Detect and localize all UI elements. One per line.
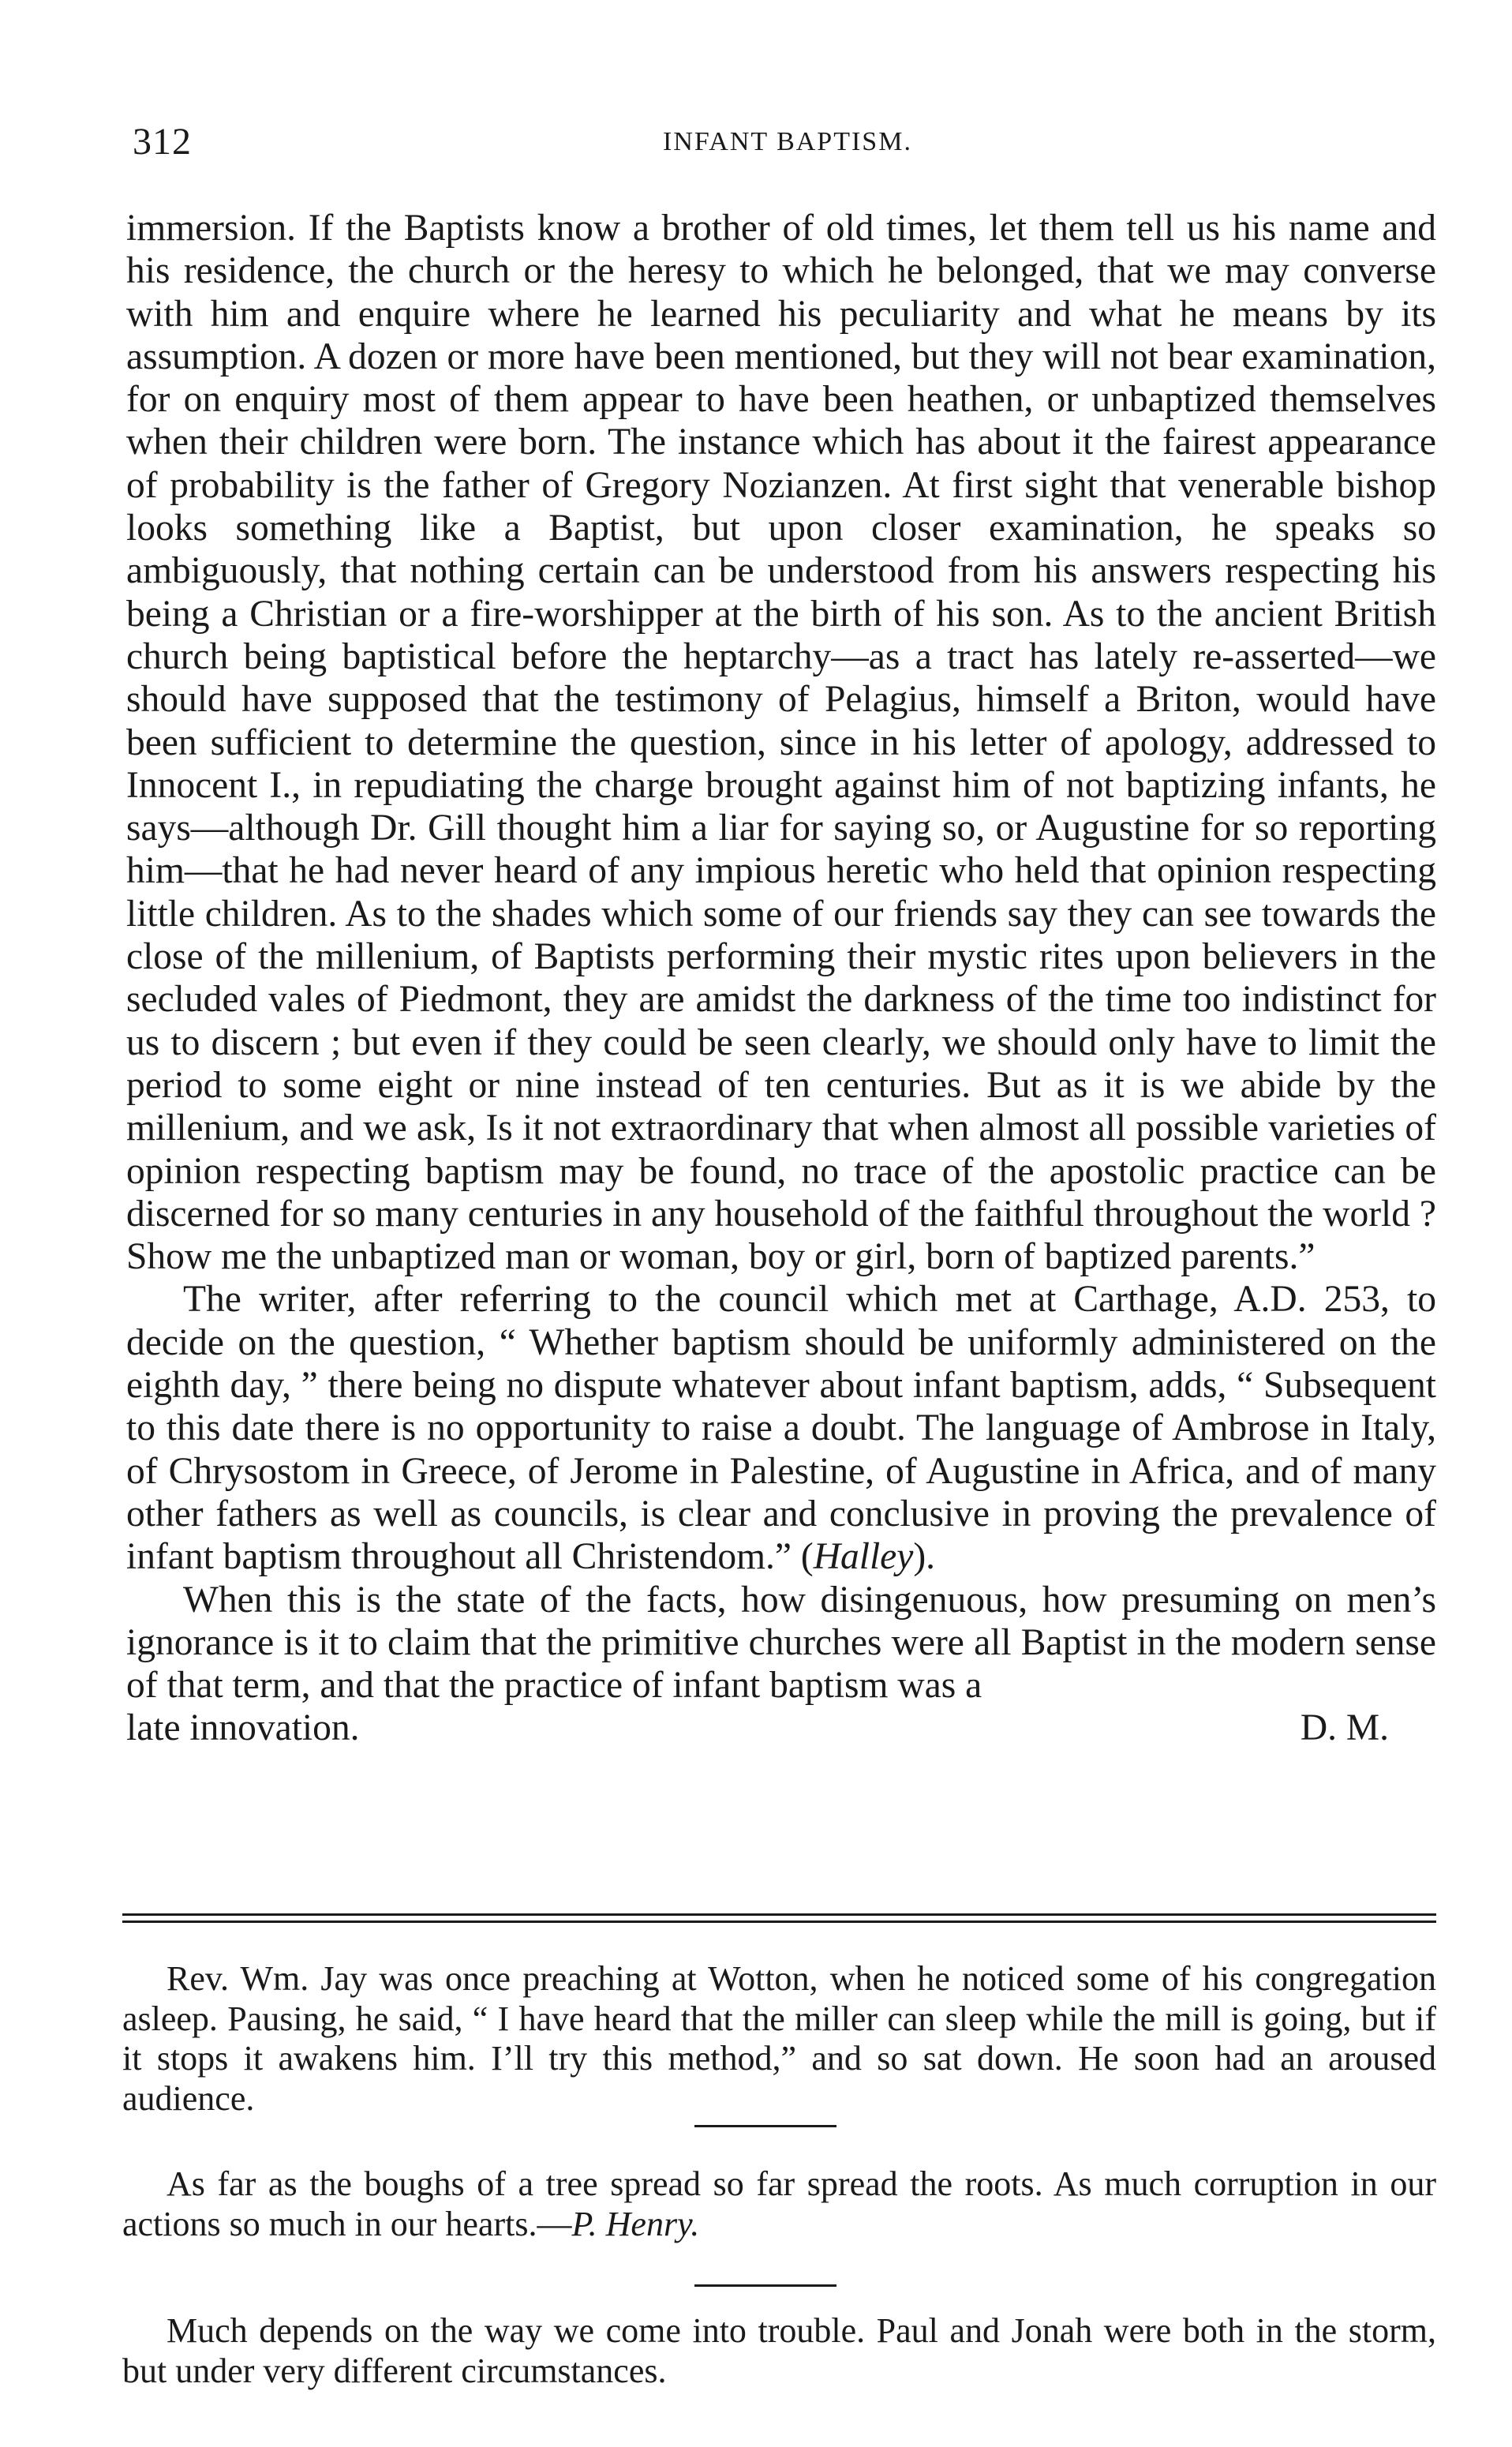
paragraph-2-text: The writer, after referring to the council which met at Carthage, A.D. 253, to decide on the question, “ Whether baptism should be uniformly administered on the eighth day, ” there being no dispute whatever about infant baptism, adds, “ Subsequent to this date there is no opportunity to raise a doubt. The language of Ambrose in Italy, of Chrysostom in Greece, of Jerome in Palestine, of Augustine in Africa, and of many other fathers as well as councils, is clear and conclusive in proving the prevalence of infant baptism throughout all Christendom.” ( [126,1279,1436,1578]
short-rule-divider-2 [694,2284,836,2287]
closing-line [126,1707,1436,1749]
article-paragraph-2 [126,1278,1436,1578]
article-paragraph-1: immersion. If the Baptists know a brother of old times, let them tell us his name and his residence, the church or the heresy to which he belonged, that we may converse with him and enquire where he learned his peculiarity and what he means by its assumption. A dozen or more have been mentioned, but they will not bear examination, for on enquiry most of them appear to have been heathen, or unbaptized themselves when their children were born. The instance which has about it the fairest appearance of probability is the father of Gregory Nozianzen. At first sight that venerable bishop looks something like a Baptist, but upon closer examination, he speaks so ambiguously, that nothing certain can be understood from his answers respecting his being a Christian or a fire-worshipper at the birth of his son. As to the ancient British church being baptistical before the heptarchy—as a tract has lately re-asserted—we should have supposed that the testimony of Pelagius, himself a Briton, would have been sufficient to determine the question, since in his letter of apology, addressed to Innocent I., in repudiating the charge brought against him of not baptizing infants, he says—although Dr. Gill thought him a liar for saying so, or Augustine for so reporting him—that he had never heard of any impious heretic who held that opinion respecting little children. As to the shades which some of our friends say they can see towards the close of the millenium, of Baptists performing their mystic rites upon believers in the secluded vales of Piedmont, they are amidst the darkness of the time too indistinct for us to discern ; but even if they could be seen clearly, we should only have to limit the period to some eight or nine instead of ten centuries. But as it is we abide by the millenium, and we ask, Is it not extraordinary that when almost all possible varieties of opinion respecting baptism may be found, no trace of the apostolic practice can be discerned for so many centuries in any household of the faithful throughout the world ? Show me the unbaptized man or woman, boy or girl, born of baptized parents.” [126,208,1436,1278]
note-henry-author: P. Henry. [571,2204,700,2243]
note-paul-jonah [122,2311,1436,2391]
article-paragraph-3: When this is the state of the facts, how disingenuous, how presuming on men’s ignorance is it to claim that the primitive churches were all Baptist in the modern sense of that term, and that the practice of infant baptism was a [126,1579,1436,1707]
author-signature: D. M. [1300,1707,1389,1749]
page-header [133,118,1443,166]
note-henry [122,2164,1436,2244]
note-jay-text: Rev. Wm. Jay was once preaching at Wotton, when he noticed some of his congregation asleep. Pausing, he said, “ I have heard that the miller can sleep while the mill is going, but if it stops it awakens him. I’ll try this method,” and so sat down. He soon had an aroused audience. [122,1959,1436,2118]
citation-halley: Halley [813,1536,914,1578]
note-henry-paragraph [122,2164,1436,2244]
running-title: INFANT BAPTISM. [663,127,912,156]
note-paul-jonah-text: Much depends on the way we come into trouble. Paul and Jonah were both in the storm, but under very different circumstances. [122,2311,1436,2390]
short-rule-divider-1 [694,2125,836,2127]
note-jay [122,1959,1436,2119]
article-body [126,207,1436,1750]
note-henry-text: As far as the boughs of a tree spread so far spread the roots. As much corruption in our actions so much in our hearts.— [122,2164,1436,2243]
page-number: 312 [133,121,192,163]
paragraph-2-end: ). [913,1536,936,1578]
closing-text: late innovation. [126,1707,360,1749]
double-rule-divider [122,1913,1436,1923]
